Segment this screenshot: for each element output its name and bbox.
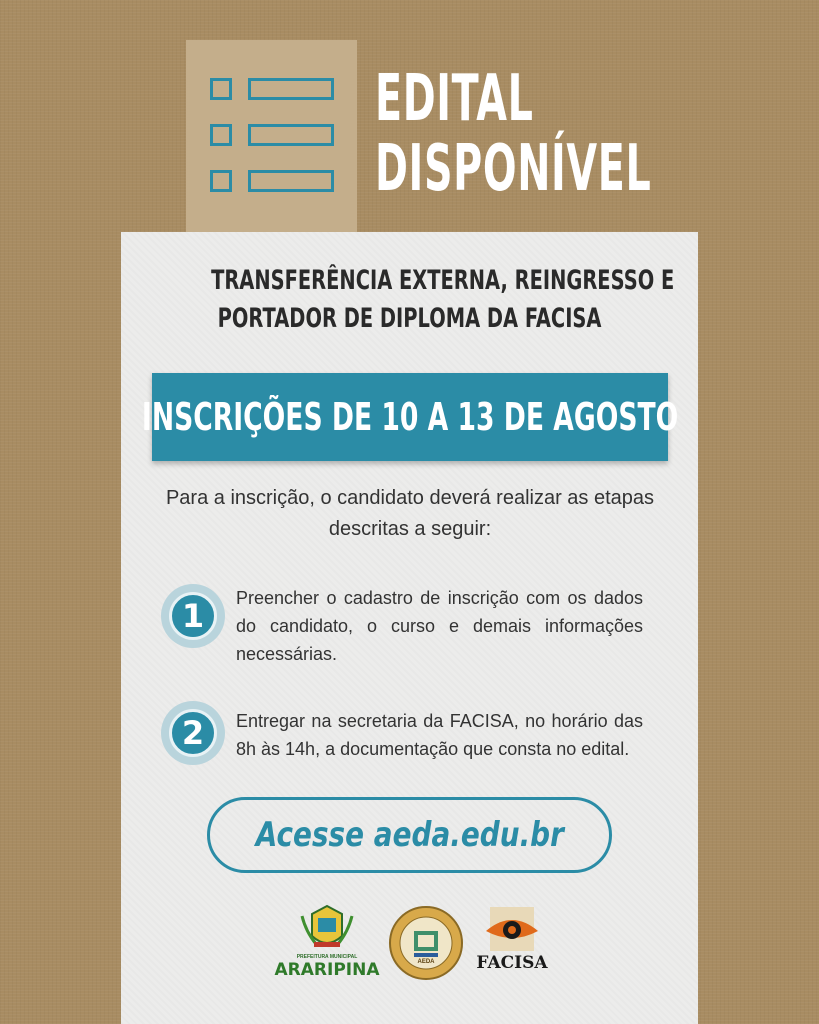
facisa-logo [476, 905, 548, 977]
subtitle-line-2: PORTADOR DE DIPLOMA DA FACISA [217, 303, 602, 334]
step-1-text: Preencher o cadastro de inscrição com os dados do candidato, o curso e demais informações necessárias. [236, 588, 643, 664]
checklist-line-icon [248, 78, 334, 100]
step-2-number: 2 [169, 709, 217, 757]
headline-line-1: EDITAL [375, 62, 534, 136]
intro-text: Para a inscrição, o candidato deverá realizar as etapas descritas a seguir: [165, 487, 655, 540]
checkbox-square-icon [210, 124, 232, 146]
checklist-icon [186, 40, 357, 236]
headline-line-2: DISPONÍVEL [375, 132, 652, 206]
aeda-label: AEDA [417, 959, 435, 965]
checklist-line-icon [248, 124, 334, 146]
step-2-text: Entregar na secretaria da FACISA, no horário das 8h às 14h, a documentação que consta no edital. [236, 711, 643, 759]
subtitle [121, 262, 698, 338]
checklist-line-icon [248, 170, 334, 192]
banner-text: INSCRIÇÕES DE 10 A 13 DE AGOSTO [141, 395, 679, 439]
step-1-number: 1 [169, 592, 217, 640]
aeda-logo [388, 905, 464, 981]
subtitle-line-1: TRANSFERÊNCIA EXTERNA, REINGRESSO E [211, 265, 675, 296]
checkbox-square-icon [210, 170, 232, 192]
checklist-row [210, 124, 334, 146]
step-2-badge [161, 701, 225, 765]
araripina-crest-icon [272, 902, 382, 954]
website-link-button[interactable] [207, 797, 612, 873]
araripina-small-label: PREFEITURA MUNICIPAL [296, 954, 358, 960]
araripina-logo [272, 902, 382, 982]
checklist-row [210, 78, 334, 100]
website-link-text[interactable]: Acesse aeda.edu.br [255, 815, 564, 855]
checklist-row [210, 170, 334, 192]
step-1-badge [161, 584, 225, 648]
araripina-label: ARARIPINA [274, 960, 380, 980]
facisa-eye-icon [476, 905, 548, 951]
checkbox-square-icon [210, 78, 232, 100]
aeda-seal-icon [388, 905, 464, 981]
registration-banner [141, 373, 679, 461]
headline [375, 62, 652, 206]
facisa-label: FACISA [476, 953, 548, 973]
